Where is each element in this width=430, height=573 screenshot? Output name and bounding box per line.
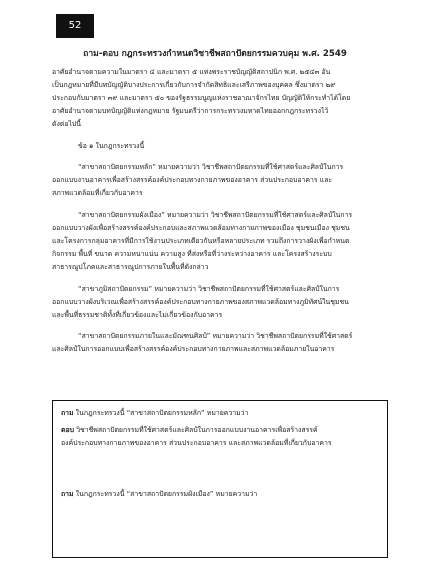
text-line: อาศัยอำนาจตามบทบัญญัติแห่งกฎหมาย รัฐมนตรีว่าการกระทรวงมหาดไทยออกกฎกระทรวงไว้ xyxy=(52,106,329,115)
question-2 xyxy=(61,488,379,501)
text-line: และโครงการกลุ่มอาคารที่มีการใช้งานประเภทเดียวกันหรือหลายประเภท รวมถึงการวางผังเพื่อกำหนด xyxy=(52,236,350,245)
question-label: ถาม xyxy=(61,489,74,498)
text-line: ข้อ ๑ ในกฎกระทรวงนี้ xyxy=(78,141,145,150)
question-1 xyxy=(61,407,379,420)
answer-text-line-1: วิชาชีพสถาปัตยกรรมที่ใช้ศาสตร์และศิลป์ในการออกแบบงานอาคารเพื่อสร้างสรรค์ xyxy=(74,425,318,434)
text-line: “สาขาสถาปัตยกรรมผังเมือง” หมายความว่า วิชาชีพสถาปัตยกรรมที่ใช้ศาสตร์และศิลป์ในการ xyxy=(78,211,353,220)
text-line: และศิลป์ในการออกแบบเพื่อสร้างสรรค์องค์ประกอบทางกายภาพและสภาพแวดล้อมภายในอาคาร xyxy=(52,345,335,354)
text-line: และพื้นที่ธรรมชาติทั้งที่เกี่ยวข้องและไม่เกี่ยวข้องกับอาคาร xyxy=(52,310,223,319)
text-line: สาธารณูปโภคและสาธารณูปการภายในพื้นที่ดังกล่าว xyxy=(52,262,209,271)
body-paragraph xyxy=(52,140,382,153)
text-line: กิจกรรม พื้นที่ ขนาด ความหนาแน่น ความสูง ที่ส่งหรือที่ว่างระหว่างอาคาร และโครงสร้างระบบ xyxy=(52,249,332,258)
question-text: ในกฎกระทรวงนี้ “สาขาสถาปัตยกรรมผังเมือง” หมายความว่า xyxy=(73,489,258,498)
text-line: ออกแบบวางผังเพื่อสร้างสรรค์องค์ประกอบและสภาพแวดล้อมทางกายภาพของเมือง ชุมชนเมือง ชุมชน xyxy=(52,224,350,233)
text-line: ดังต่อไปนี้ xyxy=(52,119,82,128)
answer-1 xyxy=(61,424,379,450)
page-number-badge: 52 xyxy=(56,14,94,38)
body-paragraph xyxy=(52,283,382,322)
text-line: “สาขาสถาปัตยกรรมหลัก” หมายความว่า วิชาชีพสถาปัตยกรรมที่ใช้ศาสตร์และศิลป์ในการ xyxy=(78,163,344,172)
body-paragraph xyxy=(52,330,382,356)
text-line: ออกแบบงานอาคารเพื่อสร้างสรรค์องค์ประกอบทางกายภาพของอาคาร ส่วนประกอบอาคาร และ xyxy=(52,176,333,185)
body-paragraph xyxy=(52,161,382,200)
text-line: อาศัยอำนาจตามความในมาตรา ๔ และมาตรา ๕ แห่งพระราชบัญญัติสถาปนิก พ.ศ. ๒๕๔๓ อัน xyxy=(52,68,331,76)
text-line: ออกแบบวางผังบริเวณเพื่อสร้างสรรค์องค์ประกอบทางกายภาพของสภาพแวดล้อมทางภูมิทัศน์ในชุมชน xyxy=(52,297,349,306)
text-line: เป็นกฎหมายที่มีบทบัญญัติบางประการเกี่ยวกับการจำกัดสิทธิและเสรีภาพของบุคคล ซึ่งมาตรา ๒๙ xyxy=(52,80,336,89)
body-paragraph xyxy=(52,209,382,274)
answer-label: ตอบ xyxy=(61,425,74,434)
text-line: ประกอบกับมาตรา ๓๙ และมาตรา ๕๐ ของรัฐธรรมนูญแห่งราชอาณาจักรไทย บัญญัติให้กระทำได้โดย xyxy=(52,93,351,102)
answer-text-line-2: องค์ประกอบทางกายภาพของอาคาร ส่วนประกอบอาคาร และสภาพแวดล้อมที่เกี่ยวกับอาคาร xyxy=(61,438,332,447)
qa-box xyxy=(52,400,388,558)
document-title: ถาม-ตอบ กฎกระทรวงกำหนดวิชาชีพสถาปัตยกรรมควบคุม พ.ศ. 2549 xyxy=(83,49,347,59)
text-line: “สาขาภูมิสถาปัตยกรรม” หมายความว่า วิชาชีพสถาปัตยกรรมที่ใช้ศาสตร์และศิลป์ในการ xyxy=(78,284,340,293)
text-line: สภาพแวดล้อมที่เกี่ยวกับอาคาร xyxy=(52,189,143,198)
question-text: ในกฎกระทรวงนี้ “สาขาสถาปัตยกรรมหลัก” หมายความว่า xyxy=(73,409,249,417)
question-label: ถาม xyxy=(61,409,74,417)
text-line: “สาขาสถาปัตยกรรมภายในและมัณฑนศิลป์” หมายความว่า วิชาชีพสถาปัตยกรรมที่ใช้ศาสตร์ xyxy=(78,332,353,341)
document-body xyxy=(52,66,382,365)
body-paragraph xyxy=(52,66,382,131)
